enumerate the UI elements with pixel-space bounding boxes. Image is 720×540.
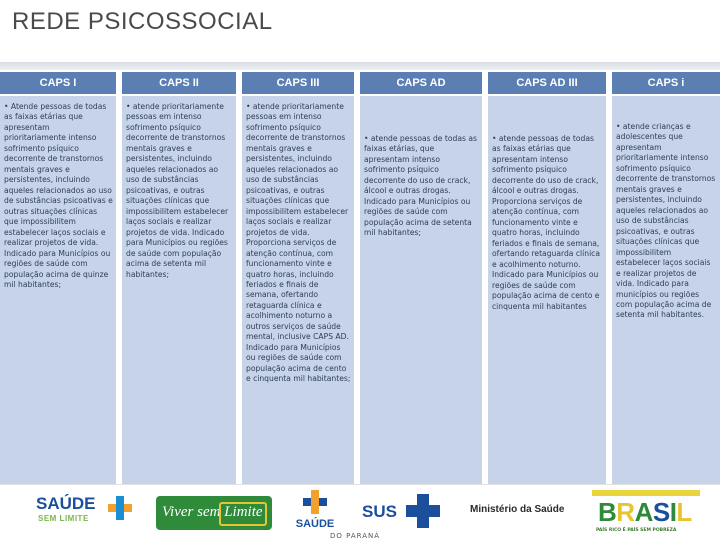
logo-subtext: SEM LIMITE xyxy=(38,514,89,523)
column-text: • atende pessoas de todas as faixas etárias que apresentam intenso sofrimento psíquico decorrente do uso de crack, álcool e outras drogas. Proporciona serviços de atenção contínua, com funcionamento vinte e quatro horas, incluindo feriados e finais de semana, ofertando retaguarda clínica e acolhimento noturno. Indicado para Municípios ou regiões de saúde com população acima de cento e cinquenta mil habitantes xyxy=(488,96,606,484)
column-text: • atende pessoas de todas as faixas etárias, que apresentam intenso sofrimento psíquico decorrente do uso de crack, álcool e outras drogas. Indicado para Municípios ou regiões de saúde com população acima de setenta mil habitantes; xyxy=(360,96,482,484)
cross-icon xyxy=(108,496,132,520)
column-caps-i xyxy=(0,72,116,484)
logo-subtext: PAÍS RICO É PAÍS SEM POBREZA xyxy=(596,528,677,533)
viver-sem-limite-logo xyxy=(156,496,272,530)
column-text: • atende crianças e adolescentes que apresentam prioritariamente intenso sofrimento psíquico decorrente de transtornos mentais graves e persistentes, incluindo aqueles relacionados ao uso de substâncias psicoativas, e outras situações clínicas que impossibilitem estabelecer laços sociais e realizar projetos de vida. Indicado para municípios ou regiões com população acima de setenta mil habitantes. xyxy=(612,96,720,484)
column-caps-ad xyxy=(360,72,482,484)
caps-table xyxy=(0,72,720,484)
logo-text: SAÚDE xyxy=(295,518,335,530)
footer-divider xyxy=(0,484,720,485)
column-caps-iii xyxy=(242,72,354,484)
column-header: CAPS AD III xyxy=(488,72,606,96)
page-title: REDE PSICOSSOCIAL xyxy=(12,8,273,35)
logo-text: SUS xyxy=(362,502,397,521)
footer-logos xyxy=(0,486,720,540)
column-caps-i-infantil xyxy=(612,72,720,484)
logo-frame xyxy=(219,502,267,526)
column-text: • atende prioritariamente pessoas em intenso sofrimento psíquico decorrente de transtornos mentais graves e persistentes, incluindo aqueles relacionados ao uso de substâncias psicoativas, e outras situações clínicas que impossibilitem estabelecer laços sociais e realizar projetos de vida. Indicado para Municípios ou regiões de saúde com população acima de setenta mil habitantes; xyxy=(122,96,236,484)
column-header: CAPS I xyxy=(0,72,116,96)
column-header: CAPS i xyxy=(612,72,720,96)
cross-icon xyxy=(303,490,327,514)
logo-text: SAÚDE xyxy=(36,494,96,513)
column-text: • atende prioritariamente pessoas em intenso sofrimento psíquico decorrente de transtornos mentais graves e persistentes, incluindo aqueles relacionados ao uso de substâncias psicoativas, e outras situações clínicas que impossibilitem estabelecer laços sociais e realizar projetos de vida. Proporciona serviços de atenção contínua, com funcionamento vinte e quatro horas, incluindo feriados e finais de semana, ofertando retaguarda clínica e acolhimento noturno a outros serviços de saúde mental, inclusive CAPS AD. Indicado para Municípios ou regiões de saúde com população acima de cento e cinquenta mil habitantes; xyxy=(242,96,354,484)
ministerio-da-saude-text: Ministério da Saúde xyxy=(470,504,565,515)
column-caps-ii xyxy=(122,72,236,484)
saude-logo xyxy=(290,490,340,536)
column-header: CAPS AD xyxy=(360,72,482,96)
column-text: • Atende pessoas de todas as faixas etárias que apresentam prioritariamente intenso sofrimento psíquico decorrente de transtornos mentais graves e persistentes, incluindo aqueles relacionados ao uso de substâncias psicoativas e outras situações clínicas que impossibilitem estabelecer laços sociais e realizar projetos de vida. Indicado para Municípios ou regiões de saúde com população acima de quinze mil habitantes; xyxy=(0,96,116,484)
sus-logo xyxy=(362,494,458,532)
do-parana-text: DO PARANÁ xyxy=(330,532,381,540)
brasil-governo-logo xyxy=(592,488,700,536)
column-header: CAPS II xyxy=(122,72,236,96)
cross-icon xyxy=(406,494,440,528)
column-caps-ad-iii xyxy=(488,72,606,484)
saude-sem-limite-logo xyxy=(36,492,136,532)
header-divider xyxy=(0,62,720,70)
logo-text: Viver sem Limite xyxy=(162,504,263,520)
logo-text: BRASIL xyxy=(598,497,692,527)
column-header: CAPS III xyxy=(242,72,354,96)
flag-band xyxy=(592,490,700,496)
